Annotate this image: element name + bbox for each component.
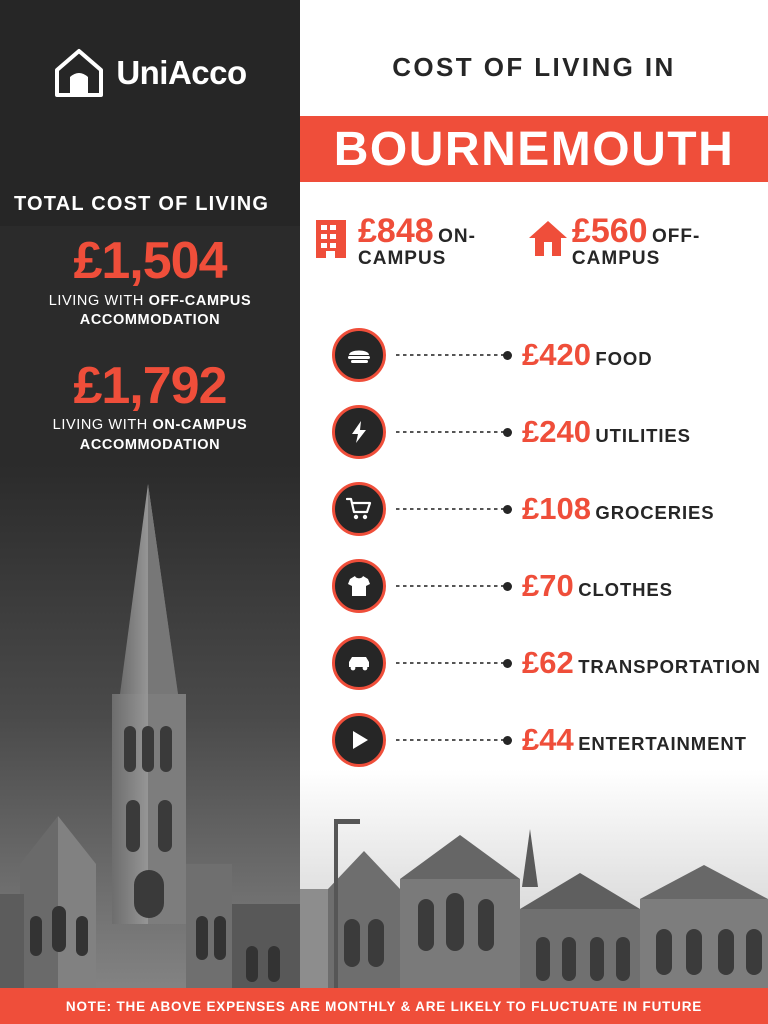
expense-row (300, 470, 768, 547)
left-photo (0, 464, 300, 1024)
total-caption-prefix: LIVING WITH (52, 417, 153, 434)
tshirt-icon (332, 559, 386, 613)
total-cost-item (0, 234, 300, 331)
expense-amount: £62 (522, 645, 574, 680)
expense-row (300, 624, 768, 701)
total-cost-title-bar (0, 182, 300, 226)
city-banner (300, 116, 768, 182)
total-cost-item (0, 356, 300, 456)
campus-cost-row (300, 214, 768, 270)
expense-row (300, 547, 768, 624)
connector-line (396, 585, 508, 587)
total-caption-suffix: ACCOMMODATION (79, 312, 221, 329)
total-caption (0, 292, 300, 331)
total-cost-title: TOTAL COST OF LIVING (14, 192, 270, 215)
header-subtitle: COST OF LIVING IN (392, 52, 676, 82)
connector-line (396, 354, 508, 356)
total-caption (0, 416, 300, 455)
car-icon (332, 636, 386, 690)
total-cost-panel (0, 182, 300, 1024)
expense-amount: £70 (522, 568, 574, 603)
campus-amount: £848 (358, 212, 434, 250)
total-caption-suffix: ACCOMMODATION (79, 436, 221, 453)
expense-label: FOOD (595, 348, 653, 369)
campus-cost-item-on (314, 214, 524, 270)
house-icon (53, 47, 105, 99)
cart-icon (332, 482, 386, 536)
expense-label: GROCERIES (595, 502, 715, 523)
expense-row (300, 701, 768, 778)
expense-label: ENTERTAINMENT (578, 733, 747, 754)
building-icon (314, 218, 348, 258)
bolt-icon (332, 405, 386, 459)
breakdown-panel (300, 182, 768, 1024)
connector-line (396, 508, 508, 510)
expense-list (300, 316, 768, 778)
campus-label: OFF-CAMPUS (571, 226, 701, 269)
total-caption-strong: ON-CAMPUS (152, 417, 248, 434)
footer-note-bar (0, 988, 768, 1024)
campus-cost-item-off (528, 214, 768, 270)
expense-label: UTILITIES (595, 425, 691, 446)
city-name: BOURNEMOUTH (333, 122, 735, 176)
total-amount: £1,504 (73, 232, 227, 290)
expense-amount: £44 (522, 722, 574, 757)
play-icon (332, 713, 386, 767)
footer-note: NOTE: THE ABOVE EXPENSES ARE MONTHLY & ARE LIKELY TO FLUCTUATE IN FUTURE (65, 998, 703, 1014)
expense-label: CLOTHES (578, 579, 673, 600)
connector-line (396, 431, 508, 433)
expense-row (300, 393, 768, 470)
food-icon (332, 328, 386, 382)
expense-amount: £420 (522, 337, 591, 372)
total-amount: £1,792 (73, 356, 227, 415)
right-photo (300, 769, 768, 1024)
header (0, 0, 768, 182)
home-icon (528, 218, 562, 258)
campus-label: ON-CAMPUS (358, 226, 476, 269)
connector-line (396, 662, 508, 664)
expense-label: TRANSPORTATION (578, 656, 761, 677)
total-cost-list (0, 234, 300, 455)
logo-block (0, 0, 300, 182)
expense-row (300, 316, 768, 393)
total-caption-prefix: LIVING WITH (48, 292, 149, 309)
campus-amount: £560 (571, 212, 648, 250)
total-caption-strong: OFF-CAMPUS (148, 292, 252, 309)
expense-amount: £108 (522, 491, 591, 526)
expense-amount: £240 (522, 414, 591, 449)
logo-text: UniAcco (116, 54, 247, 91)
connector-line (396, 739, 508, 741)
